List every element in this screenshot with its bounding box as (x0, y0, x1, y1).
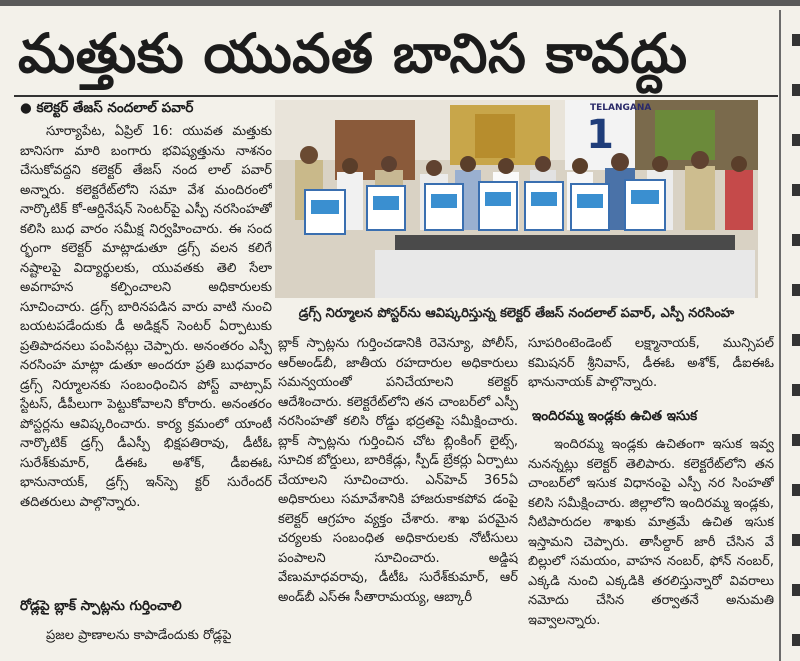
subhead-black-spots: రోడ్లపై బ్లాక్ స్పాట్లను గుర్తించాలి (20, 598, 182, 614)
article-column-3-continued (528, 435, 774, 655)
article-column-2 (278, 334, 518, 654)
photo-caption: డ్రగ్స్ నిర్మూలన పోస్టర్‌ను ఆవిష్కరిస్తున్న కలెక్టర్ తేజస్ నందలాల్ పవార్, ఎస్పీ నరసింహ (298, 306, 735, 321)
page-top-bar (0, 0, 800, 6)
article-column-1 (20, 122, 272, 592)
article-column-3 (528, 334, 774, 394)
adjacent-article-edge (786, 14, 800, 661)
paragraph: సూపరింటెండెంట్ లక్ష్మానాయక్, మున్సిపల్ కమిషనర్ శ్రీనివాస్, డీఈఓ అశోక్, డీఐఈఓ భానునాయక్ పాల్గొన్నారు. (528, 336, 774, 390)
byline: ● కలెక్టర్ తేజస్ నందలాల్ పవార్ (20, 100, 194, 116)
paragraph: ప్రజల ప్రాణాలను కాపాడేందుకు రోడ్లపై (46, 628, 232, 643)
paragraph: ఇందిరమ్మ ఇండ్లకు ఉచితంగా ఇసుక ఇవ్వ నునన్నట్లు కలెక్టర్ తెలిపారు. కలెక్టరేట్‌లోని తన చాంబర్‌లో ఇసుక విధానంపై ఎస్పీ నర సింహతో కలిసి సమీక్షించారు. జిల్లాలోని ఇందిరమ్మ ఇండ్లకు, నీటిపారుదల శాఖకు మాత్రమే ఉచిత ఇసుక ఇస్తామని చెప్పారు. తాసీల్దార్ జారీ చేసిన వే బిల్లులో సమయం, వాహన నంబర్, ఫోన్ నంబర్, ఎక్కడి నుంచి ఎక్కడికి తరలిస్తున్నారో వివరాలు నమోదు చేసిన తర్వాతనే అనుమతి ఇవ్వాలన్నారు. (528, 437, 774, 628)
headline: మత్తుకు యువత బానిస కావద్దు (18, 22, 688, 85)
news-photo (275, 100, 758, 298)
svg-text:1: 1 (586, 112, 614, 158)
subhead-free-sand: ఇందిరమ్మ ఇండ్లకు ఉచిత ఇసుక (532, 408, 698, 424)
paragraph: సూర్యాపేట, ఏప్రిల్ 16: యువత మత్తుకు బానిసగా మారి బంగారు భవిష్యత్తును నాశనం చేసుకోవద్దని కలెక్టర్ తేజస్ నంద లాల్ పవార్ అన్నారు. కలెక్టరేట్‌లోని సమా వేశ మందిరంలో నార్కొటిక్ కో-ఆర్డినేషన్ సెంటర్‌పై ఎస్పీ నరసింహతో కలిసి బుధ వారం సమీక్ష నిర్వహించారు. ఈ సంద ర్భంగా కలెక్టర్ మాట్లాడుతూ డ్రగ్స్ వలన కలిగే నష్టాలపై విద్యార్థులకు, యువతకు తెలి సేలా అవగాహన కల్పించాలని అధికారులకు సూచించారు. డ్రగ్స్ బారినపడిన వారు వాటి నుంచి బయటపడేందుకు డీ అడిక్షన్ సెంటర్ ఏర్పాటుకు ప్రతిపాదనలు పంపినట్లు చెప్పారు. అనంతరం ఎస్పీ నరసింహ మాట్లా డుతూ అందరూ ప్రతి బుధవారం డ్రగ్స్ నిర్మూలనకు సంబంధించిన పోస్ట్ వాట్సాప్ స్టేటస్, డీపీలుగా పెట్టుకోవాలని కోరారు. అనంతరం పోస్టర్లను ఆవిష్కరించారు. కార్య క్రమంలో యాంటీ నార్కొటిక్ డ్రగ్స్ డీఎస్పీ భిక్షపతిరావు, డీటీఓ సురేశ్‌కుమార్, డీఈఓ అశోక్, డీఐఈఓ భానునాయక్, డ్రగ్స్ ఇన్‌స్పె క్టర్ సురేందర్ తదితరులు పాల్గొన్నారు. (20, 124, 272, 510)
banner-text: TELANGANA (590, 103, 652, 113)
paragraph: బ్లాక్ స్పాట్లను గుర్తించడానికి రెవెన్యూ, పోలీస్, ఆర్‌అండ్‌బీ, జాతీయ రహదారుల అధికారులు సమన్వయంతో పనిచేయాలని కలెక్టర్ ఆదేశించారు. కలెక్టరేట్‌లోని తన చాంబర్‌లో ఎస్పీ నరసింహతో కలిసి రోడ్డు భద్రతపై సమీక్షించారు. బ్లాక్ స్పాట్లను గుర్తించిన చోట బ్లింకింగ్ లైట్స్, సూచిక బోర్డులు, బారికేడ్లు, స్పీడ్ బ్రేకర్లు ఏర్పాటు చేయాలని సూచించారు. ఎన్‌హెచ్ 365ఏ అధికారులు సమావేశానికి హాజరుకాకపోవ డంపై కలెక్టర్ ఆగ్రహం వ్యక్తం చేశారు. శాఖ పరమైన చర్యలకు సంబంధిత అధికారులకు నోటీసులు పంపాలని సూచించారు. అడ్డిష వేణుమాధవరావు, డీటీఓ సురేశ్‌కుమార్, ఆర్ అండ్‌బీ ఎస్ఈ సీతారామయ్య, ఆబ్కారీ (278, 336, 518, 605)
column-divider (779, 10, 781, 661)
article-column-1-continued (20, 626, 272, 658)
